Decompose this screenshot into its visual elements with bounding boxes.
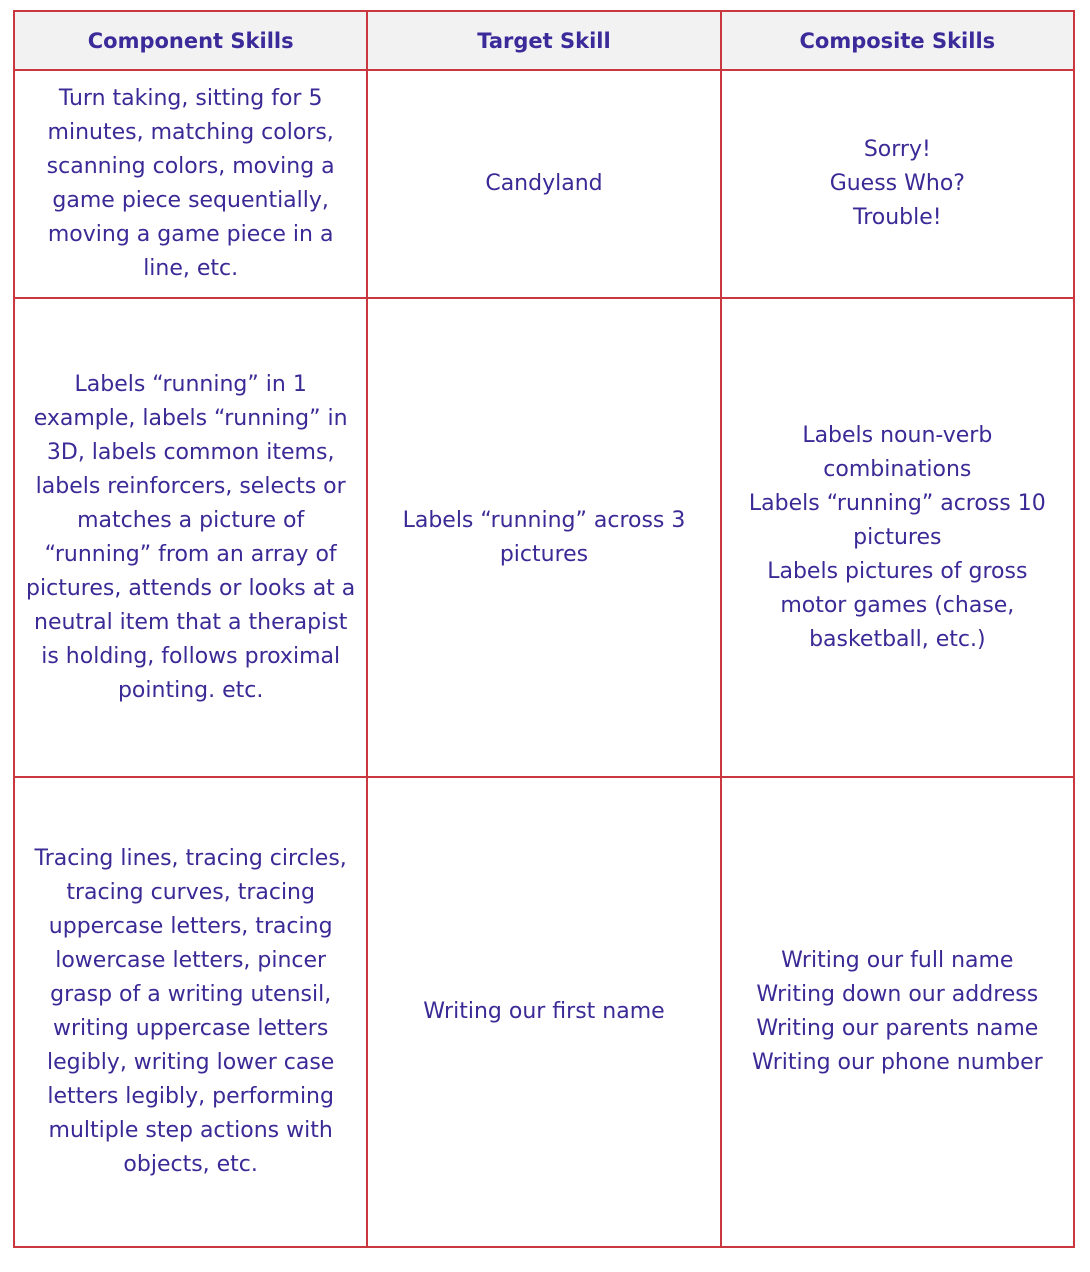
composite-skill-item: Guess Who? [829,171,965,196]
component-skills-cell: Tracing lines, tracing circles, tracing curves, tracing uppercase letters, tracing lowercase letters, pincer grasp of a writing utensil, writing uppercase letters legibly, writing lower case letters legibly, performing multiple step actions with objects, etc. [14,777,367,1247]
component-skills-cell: Turn taking, sitting for 5 minutes, matching colors, scanning colors, moving a game piece sequentially, moving a game piece in a line, etc. [14,70,367,298]
composite-skill-item: Writing our full name [781,948,1014,973]
composite-skills-cell [721,70,1074,298]
composite-skill-item: Labels noun-verb combinations [802,422,993,482]
table-row [14,298,1074,777]
table-row [14,777,1074,1247]
header-row [14,11,1074,70]
composite-skill-item: Sorry! [863,137,931,162]
composite-skill-item: Writing our phone number [751,1050,1043,1075]
composite-skill-item: Writing our parents name [756,1016,1039,1041]
composite-skill-item: Labels pictures of gross motor games (chase, basketball, etc.) [767,558,1028,652]
table-row [14,70,1074,298]
header-composite-skills: Composite Skills [721,11,1074,70]
composite-skill-item: Labels “running” across 10 pictures [748,490,1046,550]
composite-skill-item: Trouble! [853,205,942,230]
composite-skills-cell [721,777,1074,1247]
target-skill-cell: Labels “running” across 3 pictures [367,298,720,777]
header-target-skill: Target Skill [367,11,720,70]
composite-skills-cell [721,298,1074,777]
header-component-skills: Component Skills [14,11,367,70]
component-skills-cell: Labels “running” in 1 example, labels “running” in 3D, labels common items, labels reinforcers, selects or matches a picture of “running” from an array of pictures, attends or looks at a neutral item that a therapist is holding, follows proximal pointing. etc. [14,298,367,777]
target-skill-cell: Candyland [367,70,720,298]
composite-skill-item: Writing down our address [756,982,1039,1007]
skills-table [13,10,1075,1248]
target-skill-cell: Writing our first name [367,777,720,1247]
